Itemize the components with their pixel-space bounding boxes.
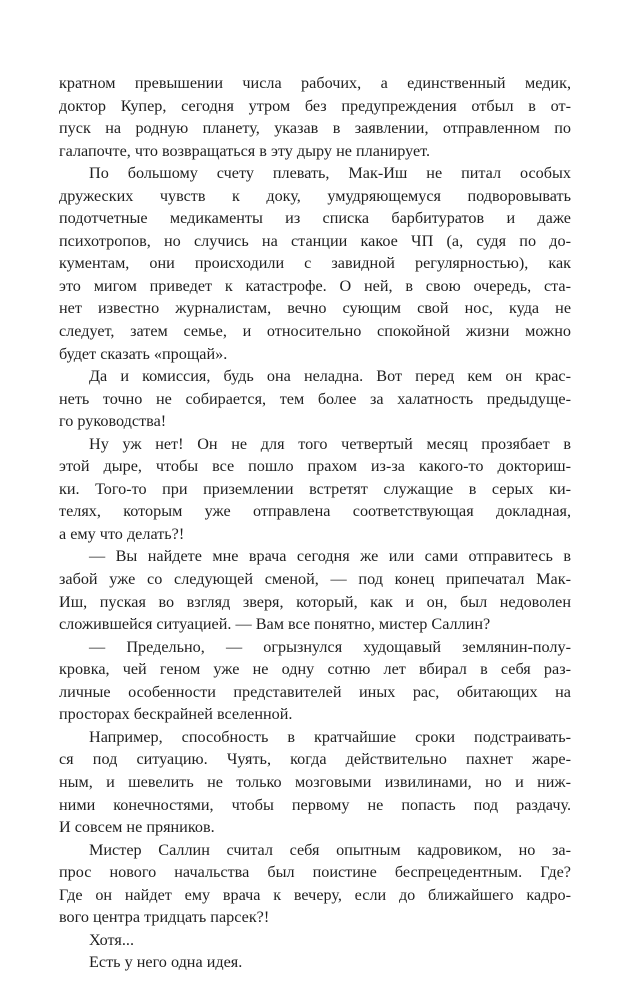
paragraph [59, 545, 571, 635]
text-line: — Вы найдете мне врача сегодня же или сами отправитесь в [89, 547, 571, 566]
text-line: доктор Купер, сегодня утром без предупреждения отбыл в от- [59, 96, 571, 115]
text-line: а ему что делать?! [59, 524, 185, 543]
text-line: кровка, чей геном уже не одну сотню лет вбирал в себя раз- [59, 660, 571, 679]
text-line: просторах бескрайней вселенной. [59, 705, 293, 724]
text-line: Да и комиссия, будь она неладна. Вот перед кем он крас- [89, 367, 571, 386]
text-line: подотчетные медикаменты из списка барбитуратов и даже [59, 209, 571, 228]
text-line: психотропов, но случись на станции какое ЧП (а, судя по до- [59, 231, 571, 250]
text-line: прос нового начальства был поистине беспрецедентным. Где? [59, 863, 571, 882]
text-line: это мигом приведет к катастрофе. О ней, в свою очередь, ста- [59, 276, 571, 295]
text-line: кратном превышении числа рабочих, а единственный медик, [59, 74, 571, 92]
text-line: дружеских чувств к доку, умудряющемуся подворовывать [59, 186, 571, 205]
text-line: личные особенности представителей иных рас, обитающих на [59, 682, 571, 701]
paragraph [59, 365, 571, 433]
text-line: Где он найдет ему врача к вечеру, если до ближайшего кадро- [59, 885, 571, 904]
text-line: сложившейся ситуацией. — Вам все понятно, мистер Саллин? [59, 615, 491, 634]
text-line: галапочте, что возвращаться в эту дыру не планирует. [59, 141, 431, 160]
text-line: — Предельно, — огрызнулся худощавый землянин-полу- [89, 637, 571, 656]
body-text [59, 72, 571, 974]
text-line: ними конечностями, чтобы первому не попасть под раздачу. [59, 795, 571, 814]
text-line: Мистер Саллин считал себя опытным кадровиком, но за- [89, 840, 571, 859]
paragraph [59, 433, 571, 546]
text-line: нет известно журналистам, вечно сующим свой нос, куда не [59, 299, 571, 318]
text-line: По большому счету плевать, Мак-Иш не питал особых [89, 164, 571, 183]
text-line: ным, и шевелить не только мозговыми извилинами, но и ниж- [59, 772, 571, 791]
text-line: Например, способность в кратчайшие сроки подстраивать- [89, 727, 571, 746]
text-line: пуск на родную планету, указав в заявлении, отправленном по [59, 119, 571, 138]
text-line: вого центра тридцать парсек?! [59, 908, 270, 927]
text-line: кументам, они происходили с завидной регулярностью), как [59, 254, 571, 273]
text-line: забой уже со следующей сменой, — под конец припечатал Мак- [59, 570, 571, 589]
text-line: И совсем не пряников. [59, 818, 215, 837]
paragraph [59, 726, 571, 839]
paragraph [59, 72, 571, 162]
paragraph [59, 839, 571, 929]
text-line: следует, затем семье, и относительно спокойной жизни можно [59, 322, 571, 341]
text-line: Иш, пуская во взгляд зверя, который, как и он, был недоволен [59, 592, 571, 611]
text-line: этой дыре, чтобы все пошло прахом из-за какого-то докториш- [59, 457, 571, 476]
text-line: будет сказать «прощай». [59, 344, 228, 363]
text-line: телях, которым уже отправлена соответствующая докладная, [59, 502, 571, 521]
text-line: Хотя... [89, 930, 134, 949]
text-line: Есть у него одна идея. [89, 953, 243, 972]
paragraph [59, 951, 571, 974]
text-line: ся под ситуацию. Чуять, когда действительно пахнет жаре- [59, 750, 571, 769]
text-line: неть точно не собирается, тем более за халатность предыдуще- [59, 389, 571, 408]
paragraph [59, 162, 571, 365]
paragraph [59, 636, 571, 726]
text-line: го руководства! [59, 412, 167, 431]
text-line: Ну уж нет! Он не для того четвертый месяц прозябает в [89, 434, 571, 453]
paragraph [59, 929, 571, 952]
text-line: ки. Того-то при приземлении встретят служащие в серых ки- [59, 479, 571, 498]
